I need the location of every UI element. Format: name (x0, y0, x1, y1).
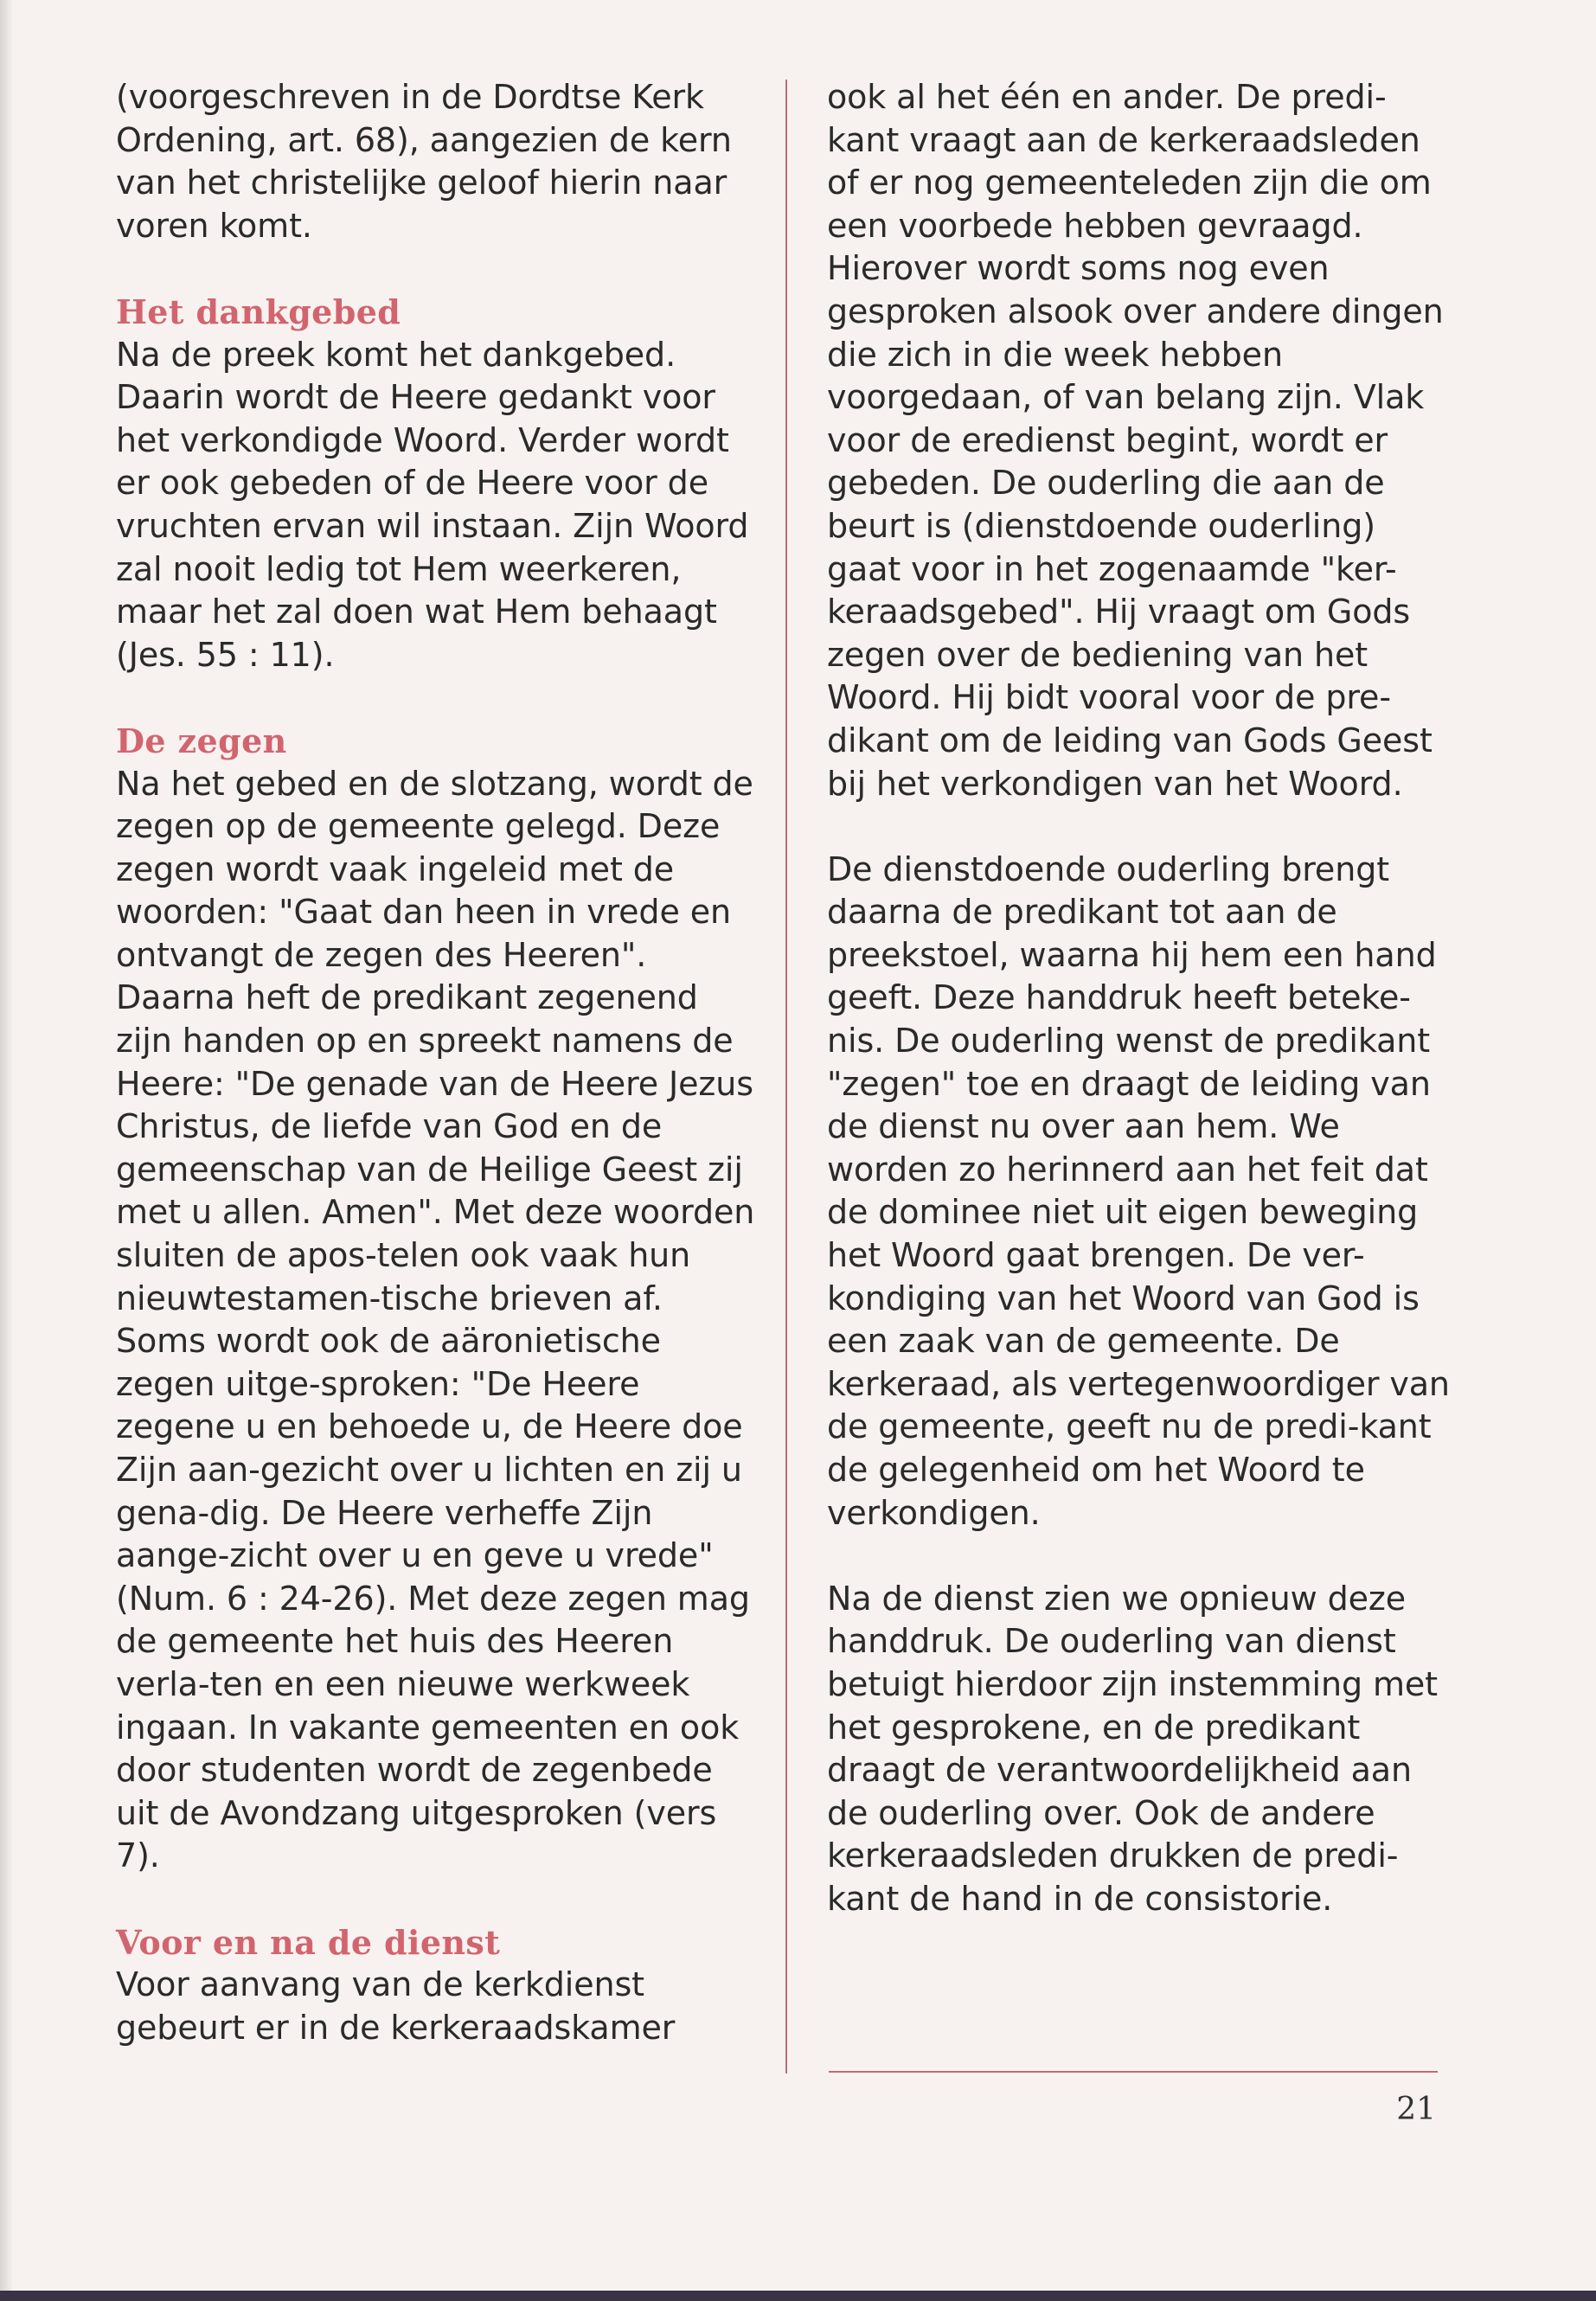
column-divider (785, 80, 787, 2073)
heading-dankgebed: Het dankgebed (116, 292, 401, 331)
zegen-paragraph: Na het gebed en de slotzang, wordt de zegen op de gemeente gelegd. Deze zegen wordt vaak ingeleid met de woorden: "Gaat dan heen in vrede en ontvangt de zegen des Heeren". Daarna heft de predikant zegenend zijn handen op en spreekt namens de Heere: "De genade van de Heere Jezus Christus, de liefde van God en de gemeenschap van de Heilige Geest zij met u allen. Amen". Met deze woorden sluiten de apos-telen ook vaak hun nieuwtestamen-tische brieven af. Soms wordt ook de aäronietische zegen uitge-sproken: "De Heere zegene u en behoede u, de Heere doe Zijn aan-gezicht over u lichten en zij u gena-dig. De Heere verheffe Zijn aange-zicht over u en geve u vrede" (Num. 6 : 24-26). Met deze zegen mag de gemeente het huis des Heeren verla-ten en een nieuwe werkweek ingaan. In vakante gemeenten en ook door studenten wordt de zegenbede uit de Avondzang uitgesproken (vers 7). (116, 764, 755, 1875)
page-bottom-edge (0, 2291, 1596, 2301)
paragraph-gap (827, 1535, 1450, 1578)
heading-zegen: De zegen (116, 721, 287, 760)
right-column (827, 76, 1450, 1921)
footer-rule (829, 2071, 1438, 2073)
dankgebed-paragraph: Na de preek komt het dankgebed. Daarin wordt de Heere gedankt voor het verkondigde Woord. Verder wordt er ook gebeden of de Heere voor de vruchten ervan wil instaan. Zijn Woord zal nooit ledig tot Hem weerkeren, maar het zal doen wat Hem behaagt (Jes. 55 : 11). (116, 335, 749, 674)
dienst-paragraph: Voor aanvang van de kerkdienst gebeurt er in de kerkeraadskamer (116, 1965, 676, 2047)
page-number: 21 (1396, 2092, 1436, 2127)
paragraph-gap (116, 1878, 756, 1921)
paragraph-gap (116, 676, 756, 720)
kerkeraad-paragraph: ook al het één en ander. De predi-kant vraagt aan de kerkeraadsleden of er nog gemeenteleden zijn die om een voorbede hebben gevraagd. Hierover wordt soms nog even gesproken alsook over andere dingen die zich in die week hebben voorgedaan, of van belang zijn. Vlak voor de eredienst begint, wordt er gebeden. De ouderling die aan de beurt is (dienstdoende ouderling) gaat voor in het zogenaamde "ker-keraadsgebed". Hij vraagt om Gods zegen over de bediening van het Woord. Hij bidt vooral voor de pre-dikant om de leiding van Gods Geest bij het verkondigen van het Woord. (827, 78, 1444, 803)
handdruk-paragraph: De dienstdoende ouderling brengt daarna de predikant tot aan de preekstoel, waarna hij hem een hand geeft. Deze handdruk heeft beteke-nis. De ouderling wenst de predikant "zegen" toe en draagt de leiding van de dienst nu over aan hem. We worden zo herinnerd aan het feit dat de dominee niet uit eigen beweging het Woord gaat brengen. De ver-kondiging van het Woord van God is een zaak van de gemeente. De kerkeraad, als vertegenwoordiger van de gemeente, geeft nu de predi-kant de gelegenheid om het Woord te verkondigen. (827, 849, 1450, 1532)
intro-paragraph: (voorgeschreven in de Dordtse Kerk Ordening, art. 68), aangezien de kern van het christelijke geloof hierin naar voren komt. (116, 78, 732, 245)
paragraph-gap (827, 805, 1450, 849)
na-de-dienst-paragraph: Na de dienst zien we opnieuw deze handdruk. De ouderling van dienst betuigt hierdoor zijn instemming met het gesprokene, en de predikant draagt de verantwoordelijkheid aan de ouderling over. Ook de andere kerkeraadsleden drukken de predi-kant de hand in de consistorie. (827, 1579, 1438, 1918)
heading-voor-en-na-de-dienst: Voor en na de dienst (116, 1922, 501, 1962)
left-column (116, 76, 756, 2049)
page-edge (0, 0, 12, 2301)
paragraph-gap (116, 247, 756, 291)
